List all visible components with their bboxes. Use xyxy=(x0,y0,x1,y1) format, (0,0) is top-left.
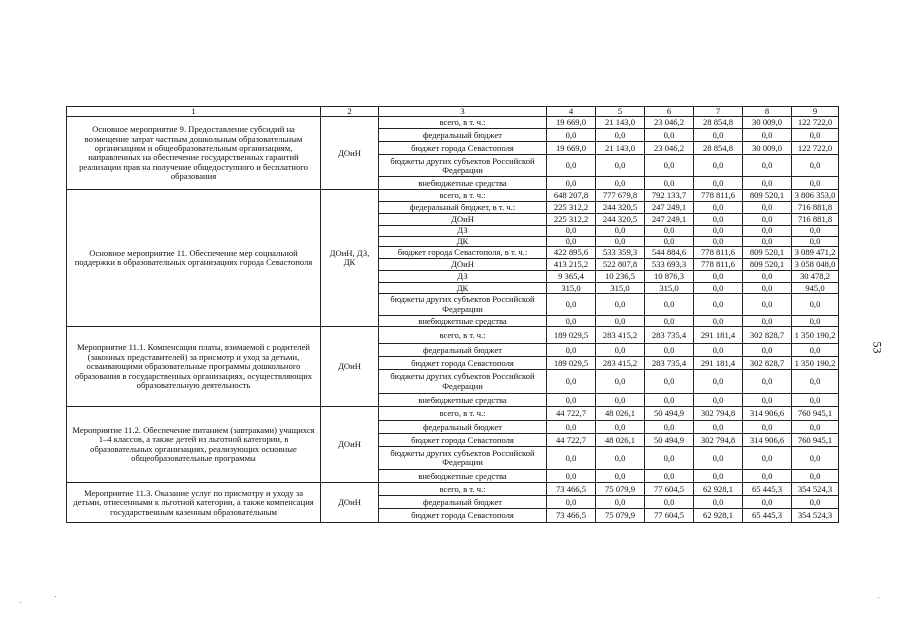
value-year-3: 283 735,4 xyxy=(645,327,694,344)
value-total: 760 945,1 xyxy=(792,434,839,447)
value-year-5: 0,0 xyxy=(743,202,792,214)
col-header-6: 6 xyxy=(645,107,694,117)
funding-source: ДОиН xyxy=(379,214,547,226)
value-year-3: 0,0 xyxy=(645,447,694,470)
funding-source: всего, в т. ч.: xyxy=(379,327,547,344)
funding-source: федеральный бюджет xyxy=(379,496,547,509)
table-body xyxy=(67,107,839,523)
value-year-3: 0,0 xyxy=(645,316,694,327)
value-year-3: 247 249,1 xyxy=(645,214,694,226)
value-year-4: 302 794,8 xyxy=(694,407,743,421)
value-year-1: 0,0 xyxy=(547,370,596,394)
funding-source: бюджеты других субъектов Российской Федерации xyxy=(379,370,547,394)
value-year-2: 0,0 xyxy=(596,294,645,316)
funding-source: внебюджетные средства xyxy=(379,470,547,483)
value-total: 0,0 xyxy=(792,470,839,483)
value-total: 760 945,1 xyxy=(792,407,839,421)
funding-source: ДЗ xyxy=(379,226,547,236)
value-year-3: 0,0 xyxy=(645,294,694,316)
funding-source: внебюджетные средства xyxy=(379,177,547,190)
value-year-5: 809 520,1 xyxy=(743,247,792,259)
value-year-4: 28 854,8 xyxy=(694,142,743,155)
value-year-1: 44 722,7 xyxy=(547,434,596,447)
value-year-1: 0,0 xyxy=(547,447,596,470)
value-year-1: 0,0 xyxy=(547,294,596,316)
value-year-3: 247 249,1 xyxy=(645,202,694,214)
value-year-4: 302 794,8 xyxy=(694,434,743,447)
value-year-5: 314 906,6 xyxy=(743,407,792,421)
funding-source: ДОиН xyxy=(379,259,547,271)
col-header-4: 4 xyxy=(547,107,596,117)
value-year-5: 0,0 xyxy=(743,370,792,394)
header-row xyxy=(67,107,839,117)
value-year-1: 0,0 xyxy=(547,155,596,177)
funding-source: бюджеты других субъектов Российской Федерации xyxy=(379,294,547,316)
value-year-4: 0,0 xyxy=(694,421,743,434)
value-year-5: 0,0 xyxy=(743,271,792,283)
value-total: 0,0 xyxy=(792,177,839,190)
value-year-4: 0,0 xyxy=(694,226,743,236)
value-year-3: 0,0 xyxy=(645,496,694,509)
value-year-3: 283 735,4 xyxy=(645,357,694,370)
value-year-2: 0,0 xyxy=(596,316,645,327)
funding-source: ДЗ xyxy=(379,271,547,283)
value-year-1: 73 466,5 xyxy=(547,483,596,496)
value-year-5: 0,0 xyxy=(743,236,792,246)
value-year-1: 0,0 xyxy=(547,394,596,407)
executor-cell: ДОиН, ДЗ, ДК xyxy=(321,190,379,327)
activity-description: Мероприятие 11.2. Обеспечение питанием (завтраками) учащихся 1–4 классов, а также детей из льготной категории, в образовательных организациях, реализующих основные общеобразовательные программы xyxy=(67,407,321,483)
value-year-5: 809 520,1 xyxy=(743,190,792,202)
value-year-2: 777 679,8 xyxy=(596,190,645,202)
value-year-5: 302 828,7 xyxy=(743,327,792,344)
value-year-5: 314 906,6 xyxy=(743,434,792,447)
value-year-1: 189 029,5 xyxy=(547,357,596,370)
value-total: 30 478,2 xyxy=(792,271,839,283)
value-year-2: 0,0 xyxy=(596,236,645,246)
value-year-2: 244 320,5 xyxy=(596,214,645,226)
value-total: 0,0 xyxy=(792,294,839,316)
value-year-2: 0,0 xyxy=(596,470,645,483)
value-total: 716 881,8 xyxy=(792,202,839,214)
value-year-4: 28 854,8 xyxy=(694,117,743,129)
value-year-5: 302 828,7 xyxy=(743,357,792,370)
value-total: 1 350 190,2 xyxy=(792,357,839,370)
value-year-2: 0,0 xyxy=(596,129,645,142)
value-year-5: 0,0 xyxy=(743,447,792,470)
value-year-4: 0,0 xyxy=(694,129,743,142)
value-year-4: 0,0 xyxy=(694,202,743,214)
value-year-1: 0,0 xyxy=(547,496,596,509)
value-year-5: 0,0 xyxy=(743,344,792,357)
value-year-2: 75 079,9 xyxy=(596,483,645,496)
value-year-1: 648 207,8 xyxy=(547,190,596,202)
value-year-2: 48 026,1 xyxy=(596,434,645,447)
value-year-2: 48 026,1 xyxy=(596,407,645,421)
value-total: 0,0 xyxy=(792,496,839,509)
table-row xyxy=(67,327,839,344)
value-year-4: 0,0 xyxy=(694,470,743,483)
value-year-1: 44 722,7 xyxy=(547,407,596,421)
value-total: 122 722,0 xyxy=(792,142,839,155)
funding-source: бюджеты других субъектов Российской Федерации xyxy=(379,447,547,470)
value-year-5: 809 520,1 xyxy=(743,259,792,271)
value-year-4: 0,0 xyxy=(694,394,743,407)
value-year-1: 225 312,2 xyxy=(547,202,596,214)
col-header-3: 3 xyxy=(379,107,547,117)
value-year-5: 0,0 xyxy=(743,177,792,190)
value-year-3: 315,0 xyxy=(645,283,694,294)
value-year-4: 291 181,4 xyxy=(694,327,743,344)
col-header-5: 5 xyxy=(596,107,645,117)
value-year-3: 0,0 xyxy=(645,421,694,434)
value-year-2: 0,0 xyxy=(596,155,645,177)
value-total: 0,0 xyxy=(792,370,839,394)
value-year-1: 0,0 xyxy=(547,421,596,434)
value-year-1: 0,0 xyxy=(547,316,596,327)
funding-source: ДК xyxy=(379,236,547,246)
value-total: 0,0 xyxy=(792,447,839,470)
value-year-5: 0,0 xyxy=(743,214,792,226)
funding-source: всего, в т. ч.: xyxy=(379,407,547,421)
value-year-4: 62 928,1 xyxy=(694,509,743,523)
page-number: 53 xyxy=(870,341,885,354)
funding-source: бюджеты других субъектов Российской Федерации xyxy=(379,155,547,177)
value-year-2: 0,0 xyxy=(596,344,645,357)
funding-source: всего, в т. ч.: xyxy=(379,190,547,202)
funding-source: всего, в т. ч.: xyxy=(379,483,547,496)
value-year-5: 0,0 xyxy=(743,496,792,509)
value-year-2: 522 807,8 xyxy=(596,259,645,271)
funding-source: внебюджетные средства xyxy=(379,394,547,407)
value-year-5: 0,0 xyxy=(743,316,792,327)
value-year-1: 189 029,5 xyxy=(547,327,596,344)
value-total: 0,0 xyxy=(792,344,839,357)
value-total: 945,0 xyxy=(792,283,839,294)
funding-source: бюджет города Севастополя xyxy=(379,509,547,523)
scan-speck xyxy=(20,602,21,603)
value-year-3: 23 046,2 xyxy=(645,142,694,155)
funding-source: бюджет города Севастополя xyxy=(379,357,547,370)
value-year-1: 73 466,5 xyxy=(547,509,596,523)
value-year-4: 0,0 xyxy=(694,271,743,283)
value-year-2: 21 143,0 xyxy=(596,142,645,155)
executor-cell: ДОиН xyxy=(321,407,379,483)
value-year-4: 291 181,4 xyxy=(694,357,743,370)
value-year-3: 0,0 xyxy=(645,129,694,142)
value-year-2: 0,0 xyxy=(596,447,645,470)
value-year-4: 0,0 xyxy=(694,177,743,190)
value-year-2: 10 236,5 xyxy=(596,271,645,283)
value-year-5: 0,0 xyxy=(743,155,792,177)
value-total: 0,0 xyxy=(792,236,839,246)
value-year-4: 778 811,6 xyxy=(694,190,743,202)
table-row xyxy=(67,190,839,202)
value-year-4: 62 928,1 xyxy=(694,483,743,496)
value-year-1: 413 215,2 xyxy=(547,259,596,271)
funding-source: федеральный бюджет xyxy=(379,344,547,357)
funding-source: внебюджетные средства xyxy=(379,316,547,327)
value-year-5: 30 009,0 xyxy=(743,142,792,155)
value-year-1: 9 365,4 xyxy=(547,271,596,283)
value-year-3: 0,0 xyxy=(645,226,694,236)
value-total: 354 524,3 xyxy=(792,509,839,523)
value-year-3: 0,0 xyxy=(645,344,694,357)
col-header-2: 2 xyxy=(321,107,379,117)
value-total: 0,0 xyxy=(792,129,839,142)
value-year-3: 0,0 xyxy=(645,155,694,177)
value-year-2: 21 143,0 xyxy=(596,117,645,129)
value-year-4: 0,0 xyxy=(694,447,743,470)
value-total: 0,0 xyxy=(792,421,839,434)
value-year-1: 0,0 xyxy=(547,236,596,246)
value-year-3: 792 133,7 xyxy=(645,190,694,202)
funding-source: федеральный бюджет xyxy=(379,421,547,434)
activity-description: Основное мероприятие 11. Обеспечение мер социальной поддержки в образовательных организациях города Севастополя xyxy=(67,190,321,327)
value-year-4: 0,0 xyxy=(694,294,743,316)
activity-description: Основное мероприятие 9. Предоставление субсидий на возмещение затрат частным дошкольным образовательным организациям и общеобразовательным организациям, направленных на обеспечение государственных гарантий реализации прав на получение общедоступного и бесплатного образования xyxy=(67,117,321,190)
table-row xyxy=(67,117,839,129)
value-year-5: 65 445,3 xyxy=(743,509,792,523)
value-year-5: 0,0 xyxy=(743,421,792,434)
value-year-2: 0,0 xyxy=(596,496,645,509)
value-total: 3 058 048,0 xyxy=(792,259,839,271)
value-year-4: 0,0 xyxy=(694,344,743,357)
value-total: 0,0 xyxy=(792,155,839,177)
value-year-3: 0,0 xyxy=(645,177,694,190)
value-year-4: 0,0 xyxy=(694,316,743,327)
value-year-3: 0,0 xyxy=(645,470,694,483)
value-year-3: 544 884,6 xyxy=(645,247,694,259)
value-year-5: 0,0 xyxy=(743,129,792,142)
budget-table xyxy=(66,106,839,523)
funding-source: федеральный бюджет xyxy=(379,129,547,142)
scan-speck xyxy=(55,596,56,597)
value-year-5: 0,0 xyxy=(743,394,792,407)
value-year-1: 0,0 xyxy=(547,344,596,357)
value-year-2: 0,0 xyxy=(596,370,645,394)
value-year-4: 0,0 xyxy=(694,214,743,226)
value-year-5: 0,0 xyxy=(743,283,792,294)
activity-description: Мероприятие 11.3. Оказание услуг по присмотру и уходу за детьми, отнесенными к льготной категории, а также компенсация государственным казенным образовательным xyxy=(67,483,321,523)
value-total: 3 089 471,2 xyxy=(792,247,839,259)
value-year-4: 0,0 xyxy=(694,283,743,294)
value-year-2: 533 359,3 xyxy=(596,247,645,259)
value-year-5: 0,0 xyxy=(743,226,792,236)
funding-source: ДК xyxy=(379,283,547,294)
value-year-3: 0,0 xyxy=(645,394,694,407)
value-year-2: 0,0 xyxy=(596,177,645,190)
value-year-2: 0,0 xyxy=(596,226,645,236)
value-total: 122 722,0 xyxy=(792,117,839,129)
value-year-1: 19 669,0 xyxy=(547,117,596,129)
value-year-5: 65 445,3 xyxy=(743,483,792,496)
value-year-5: 30 009,0 xyxy=(743,117,792,129)
value-year-3: 23 046,2 xyxy=(645,117,694,129)
value-year-1: 0,0 xyxy=(547,177,596,190)
value-year-3: 0,0 xyxy=(645,370,694,394)
executor-cell: ДОиН xyxy=(321,483,379,523)
value-year-2: 0,0 xyxy=(596,421,645,434)
scan-speck xyxy=(878,597,879,598)
value-year-5: 0,0 xyxy=(743,294,792,316)
funding-source: бюджет города Севастополя, в т. ч.: xyxy=(379,247,547,259)
value-year-3: 533 693,3 xyxy=(645,259,694,271)
funding-source: всего, в т. ч.: xyxy=(379,117,547,129)
value-year-3: 50 494,9 xyxy=(645,434,694,447)
col-header-7: 7 xyxy=(694,107,743,117)
value-year-2: 315,0 xyxy=(596,283,645,294)
value-year-1: 0,0 xyxy=(547,129,596,142)
col-header-8: 8 xyxy=(743,107,792,117)
value-year-1: 225 312,2 xyxy=(547,214,596,226)
activity-description: Мероприятие 11.1. Компенсация платы, взимаемой с родителей (законных представителей) за присмотр и уход за детьми, осваивающими образовательные программы дошкольного образования в государственных организациях, осуществляющих образовательную деятельность xyxy=(67,327,321,407)
value-year-2: 283 415,2 xyxy=(596,327,645,344)
value-year-1: 0,0 xyxy=(547,226,596,236)
value-total: 0,0 xyxy=(792,316,839,327)
value-total: 0,0 xyxy=(792,226,839,236)
value-total: 716 881,8 xyxy=(792,214,839,226)
value-year-4: 0,0 xyxy=(694,370,743,394)
value-year-3: 10 876,3 xyxy=(645,271,694,283)
value-year-1: 315,0 xyxy=(547,283,596,294)
value-year-1: 422 895,6 xyxy=(547,247,596,259)
executor-cell: ДОиН xyxy=(321,117,379,190)
value-year-4: 0,0 xyxy=(694,155,743,177)
value-year-1: 19 669,0 xyxy=(547,142,596,155)
value-year-2: 244 320,5 xyxy=(596,202,645,214)
value-year-4: 778 811,6 xyxy=(694,259,743,271)
value-year-3: 50 494,9 xyxy=(645,407,694,421)
funding-source: бюджет города Севастополя xyxy=(379,142,547,155)
funding-source: федеральный бюджет, в т. ч.: xyxy=(379,202,547,214)
funding-source: бюджет города Севастополя xyxy=(379,434,547,447)
executor-cell: ДОиН xyxy=(321,327,379,407)
value-year-2: 75 079,9 xyxy=(596,509,645,523)
value-total: 354 524,3 xyxy=(792,483,839,496)
value-total: 1 350 190,2 xyxy=(792,327,839,344)
value-year-1: 0,0 xyxy=(547,470,596,483)
table-row xyxy=(67,407,839,421)
col-header-1: 1 xyxy=(67,107,321,117)
value-year-4: 0,0 xyxy=(694,236,743,246)
value-year-3: 77 604,5 xyxy=(645,509,694,523)
value-year-2: 0,0 xyxy=(596,394,645,407)
value-year-3: 0,0 xyxy=(645,236,694,246)
value-year-2: 283 415,2 xyxy=(596,357,645,370)
value-total: 0,0 xyxy=(792,394,839,407)
value-year-4: 778 811,6 xyxy=(694,247,743,259)
value-year-3: 77 604,5 xyxy=(645,483,694,496)
col-header-9: 9 xyxy=(792,107,839,117)
value-year-4: 0,0 xyxy=(694,496,743,509)
table-row xyxy=(67,483,839,496)
value-year-5: 0,0 xyxy=(743,470,792,483)
value-total: 3 806 353,0 xyxy=(792,190,839,202)
